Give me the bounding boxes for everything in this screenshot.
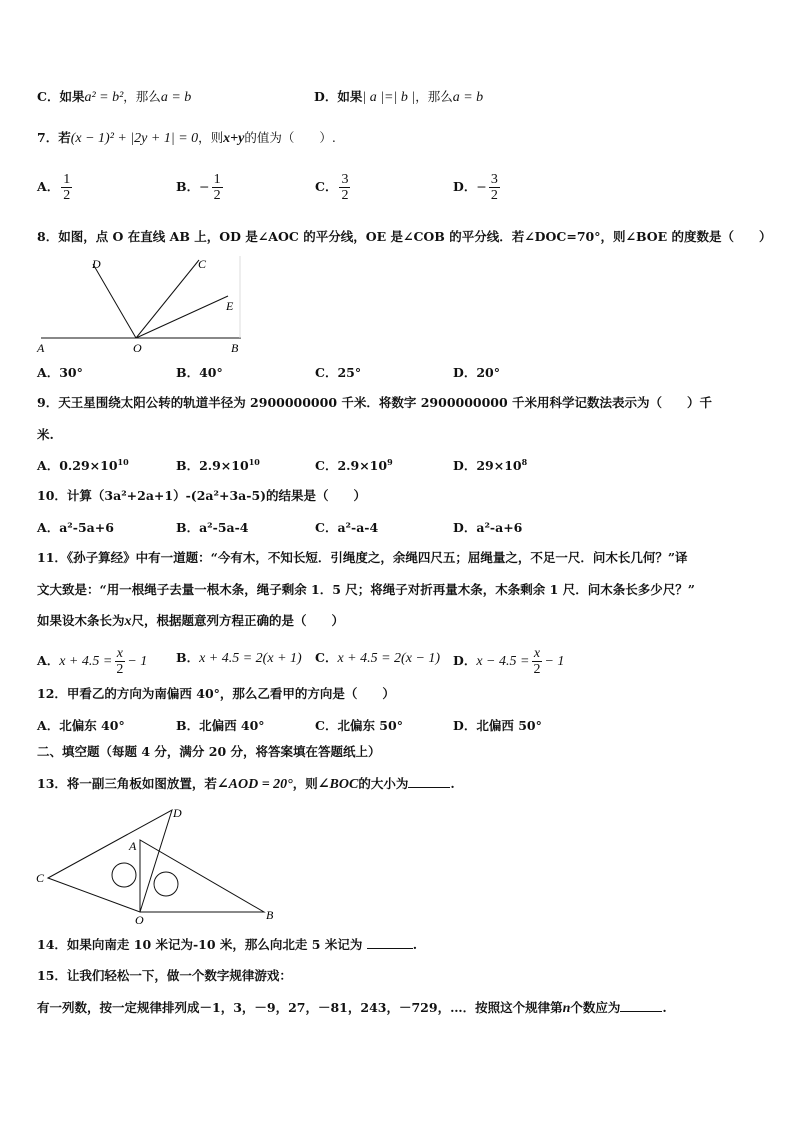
triangle-aob — [140, 840, 264, 912]
q10-option-b: B．a²-5a-4 — [176, 520, 249, 535]
q14-stem: 14．如果向南走 10 米记为-10 米，那么向北走 5 米记为 . — [37, 937, 418, 952]
fraction: $\frac{x}{2}$ — [116, 646, 124, 677]
label-b: B — [266, 908, 274, 922]
fraction: $\frac{3}{2}$ — [490, 172, 498, 203]
q8-option-b: B．40° — [176, 365, 223, 380]
q11-option-b: B．x + 4.5 = 2(x + 1) — [176, 650, 302, 666]
q7-option-d: D．− $\frac{3}{2}$ — [453, 172, 498, 203]
q15-line1: 15．让我们轻松一下，做一个数字规律游戏： — [37, 968, 292, 983]
q8-option-c: C．25° — [315, 365, 362, 380]
q8-figure — [36, 250, 246, 356]
q7-option-c: C． $\frac{3}{2}$ — [315, 172, 349, 203]
answer-blank — [408, 775, 450, 788]
q8-option-d: D．20° — [453, 365, 500, 380]
circle-right — [154, 872, 178, 896]
q9-option-b: B．$2.9\times 10^{10}$ — [176, 456, 260, 473]
circle-left — [112, 863, 136, 887]
q9-option-d: D．$29\times 10^8$ — [453, 456, 528, 473]
answer-blank — [620, 999, 662, 1012]
ray-oe — [136, 296, 228, 338]
fraction: $\frac{1}{2}$ — [213, 172, 221, 203]
fraction: $\frac{x}{2}$ — [533, 646, 541, 677]
q12-option-b: B．北偏西 40° — [176, 718, 265, 733]
fraction: $\frac{3}{2}$ — [341, 172, 349, 203]
q10-option-c: C．a²-a-4 — [315, 520, 379, 535]
q12-option-d: D．北偏西 50° — [453, 718, 542, 733]
label-o: O — [135, 913, 144, 927]
q7-stem: 7．若(x − 1)² + |2y + 1| = 0，则x+y的值为（ ）. — [37, 130, 336, 146]
q11-option-c: C．x + 4.5 = 2(x − 1) — [315, 650, 441, 666]
q15-line2: 有一列数，按一定规律排列成－1，3，－9，27，－81，243，－729，…．按照这个规律第n个数应为 . — [37, 1000, 667, 1016]
label-o: O — [133, 341, 142, 355]
label-c: C — [36, 871, 45, 885]
q12-option-c: C．北偏东 50° — [315, 718, 403, 733]
q12-stem: 12．甲看乙的方向为南偏西 40°，那么乙看甲的方向是（ ） — [37, 686, 395, 701]
q12-option-a: A．北偏东 40° — [37, 718, 125, 733]
q9-option-a: A．$0.29\times 10^{10}$ — [37, 456, 129, 473]
q10-stem: 10．计算（3a²+2a+1）-(2a²+3a-5)的结果是（ ） — [37, 488, 367, 503]
label-b: B — [231, 341, 239, 355]
q8-option-a: A．30° — [37, 365, 83, 380]
q7-option-b: B．− $\frac{1}{2}$ — [176, 172, 221, 203]
q6-option-d: D．如果| a |=| b |，那么a = b — [314, 89, 484, 105]
q11-option-d: D．x − 4.5 = $\frac{x}{2}$ − 1 — [453, 646, 565, 677]
label-a: A — [37, 341, 45, 355]
q11-line2: 文大致是：“用一根绳子去量一根木条，绳子剩余 1．5 尺；将绳子对折再量木条，木条剩余 1 尺．问木条长多少尺？” — [37, 582, 695, 597]
q7-option-a: A． $\frac{1}{2}$ — [37, 172, 71, 203]
label-e: E — [226, 299, 234, 313]
label-a: A — [129, 839, 137, 853]
q10-option-a: A．a²-5a+6 — [37, 520, 114, 535]
q13-figure — [32, 802, 282, 928]
label-c: C — [198, 257, 207, 271]
q6-option-c: C．如果a² = b²，那么a = b — [37, 89, 192, 105]
fraction: $\frac{1}{2}$ — [63, 172, 71, 203]
q8-stem: 8．如图，点 O 在直线 AB 上，OD 是∠AOC 的平分线，OE 是∠COB 的平分线．若∠DOC=70°，则∠BOE 的度数是（ ） — [37, 229, 772, 244]
ray-oc — [136, 260, 199, 338]
q9-stem-line2: 米. — [37, 427, 54, 442]
q13-stem: 13．将一副三角板如图放置，若∠AOD = 20°，则∠BOC的大小为 . — [37, 776, 455, 792]
section-heading: 二、填空题（每题 4 分，满分 20 分，将答案填在答题纸上） — [37, 744, 381, 759]
q11-option-a: A．x + 4.5 = $\frac{x}{2}$ − 1 — [37, 646, 148, 677]
label-d: D — [92, 257, 101, 271]
q9-option-c: C．$2.9\times 10^9$ — [315, 456, 393, 473]
q10-option-d: D．a²-a+6 — [453, 520, 523, 535]
q11-line3: 如果设木条长为x尺，根据题意列方程正确的是（ ） — [37, 613, 345, 629]
label-d: D — [173, 806, 182, 820]
q9-stem-line1: 9．天王星围绕太阳公转的轨道半径为 2900000000 千米．将数字 2900000000 千米用科学记数法表示为（ ）千 — [37, 395, 713, 410]
answer-blank — [367, 936, 413, 949]
ray-od — [93, 264, 136, 338]
triangle-cdo — [48, 810, 172, 912]
q11-line1: 11．《孙子算经》中有一道题：“今有木，不知长短．引绳度之，余绳四尺五；屈绳量之，不足一尺．问木长几何？”译 — [37, 550, 688, 565]
